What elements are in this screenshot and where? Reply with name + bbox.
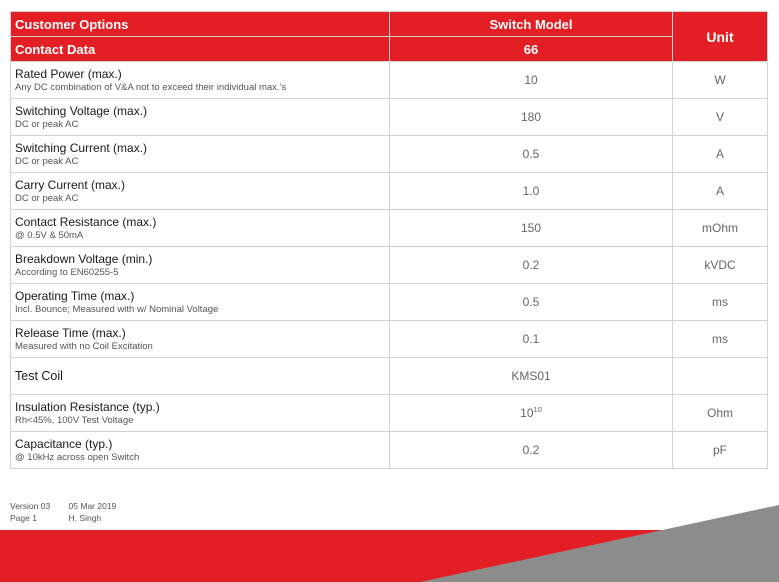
- param-unit: V: [673, 99, 768, 136]
- table-row: [11, 99, 768, 136]
- param-cell: [11, 173, 390, 210]
- param-title: Capacitance (typ.): [15, 436, 113, 451]
- param-value: 1.0: [390, 173, 673, 210]
- param-value: 180: [390, 99, 673, 136]
- param-note: DC or peak AC: [15, 155, 79, 167]
- param-note: @ 10kHz across open Switch: [15, 451, 140, 463]
- param-unit: A: [673, 136, 768, 173]
- param-unit: pF: [673, 432, 768, 469]
- param-cell: [11, 321, 390, 358]
- param-title: Contact Resistance (max.): [15, 214, 157, 229]
- page-label: Page 1: [10, 513, 37, 523]
- param-title: Breakdown Voltage (min.): [15, 251, 153, 266]
- decorative-footer-band: [0, 500, 779, 582]
- table-row: [11, 136, 768, 173]
- param-cell: [11, 62, 390, 99]
- param-title: Switching Voltage (max.): [15, 103, 148, 118]
- param-cell: [11, 284, 390, 321]
- param-unit: [673, 358, 768, 395]
- param-cell: [11, 247, 390, 284]
- param-cell: [11, 395, 390, 432]
- value-base: 10: [520, 406, 534, 420]
- param-unit: kVDC: [673, 247, 768, 284]
- param-cell: [11, 432, 390, 469]
- param-note: DC or peak AC: [15, 192, 79, 204]
- param-value: 0.1: [390, 321, 673, 358]
- param-value: 0.2: [390, 247, 673, 284]
- param-cell: [11, 99, 390, 136]
- param-unit: A: [673, 173, 768, 210]
- version-label: Version 03: [10, 501, 51, 511]
- table-row: [11, 321, 768, 358]
- param-title: Rated Power (max.): [15, 66, 122, 81]
- param-value: 0.5: [390, 136, 673, 173]
- customer-options-heading: Customer Options: [11, 12, 390, 37]
- header-row-contact-data: [11, 37, 768, 62]
- table-row: [11, 358, 768, 395]
- param-title: Test Coil: [15, 369, 63, 383]
- param-value: 0.2: [390, 432, 673, 469]
- table-row: [11, 173, 768, 210]
- param-value: KMS01: [390, 358, 673, 395]
- param-title: Insulation Resistance (typ.): [15, 399, 160, 414]
- param-note: Rh<45%, 100V Test Voltage: [15, 414, 134, 426]
- header-row-options: [11, 12, 768, 37]
- param-cell: [11, 358, 390, 395]
- table-row: [11, 62, 768, 99]
- table-row: [11, 247, 768, 284]
- param-title: Switching Current (max.): [15, 140, 148, 155]
- param-value: 150: [390, 210, 673, 247]
- param-cell: [11, 210, 390, 247]
- param-unit: ms: [673, 321, 768, 358]
- param-cell: [11, 136, 390, 173]
- table-row: [11, 432, 768, 469]
- param-value: [390, 395, 673, 432]
- table-row: [11, 210, 768, 247]
- param-value: 0.5: [390, 284, 673, 321]
- author-label: H. Singh: [68, 513, 102, 523]
- param-title: Operating Time (max.): [15, 288, 135, 303]
- unit-heading: Unit: [673, 12, 768, 62]
- contact-data-heading: Contact Data: [11, 37, 390, 62]
- spec-table: [10, 11, 768, 469]
- param-note: DC or peak AC: [15, 118, 79, 130]
- param-unit: Ohm: [673, 395, 768, 432]
- param-unit: W: [673, 62, 768, 99]
- table-row: [11, 284, 768, 321]
- value-exponent: 10: [533, 405, 542, 414]
- param-unit: ms: [673, 284, 768, 321]
- param-note: Any DC combination of V&A not to exceed their individual max.’s: [15, 81, 287, 93]
- param-title: Carry Current (max.): [15, 177, 126, 192]
- switch-model-heading: Switch Model: [390, 12, 673, 37]
- param-note: According to EN60255-5: [15, 266, 119, 278]
- table-row: [11, 395, 768, 432]
- model-number: 66: [390, 37, 673, 62]
- param-title: Release Time (max.): [15, 325, 126, 340]
- date-label: 05 Mar 2019: [68, 501, 117, 511]
- param-note: @ 0.5V & 50mA: [15, 229, 84, 241]
- param-note: Measured with no Coil Excitation: [15, 340, 153, 352]
- param-value: 10: [390, 62, 673, 99]
- param-note: Incl. Bounce; Measured with w/ Nominal Voltage: [15, 303, 219, 315]
- param-unit: mOhm: [673, 210, 768, 247]
